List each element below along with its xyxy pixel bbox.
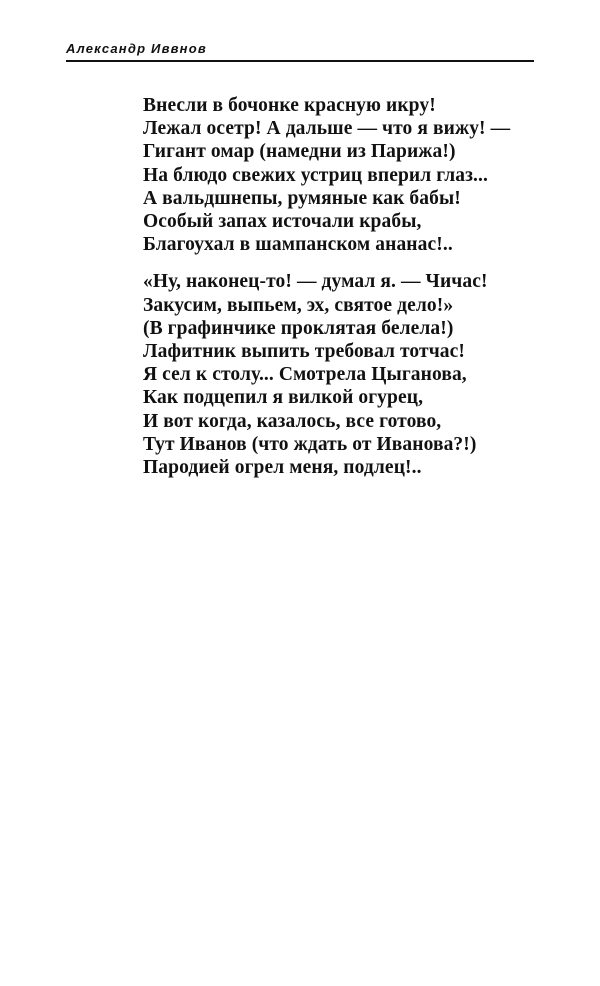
poem-line: Благоухал в шампанском ананас!.. bbox=[143, 234, 453, 256]
poem-line: Внесли в бочонке красную икру! bbox=[143, 95, 436, 116]
poem-line: Лафитник выпить требовал тотчас! bbox=[143, 341, 465, 363]
poem-line: Я сел к столу... Смотрела Цыганова, bbox=[143, 364, 467, 386]
poem-text bbox=[143, 94, 543, 493]
poem-line: Как подцепил я вилкой огурец, bbox=[143, 387, 424, 409]
running-header bbox=[66, 38, 534, 62]
poem-line: Особый запах источали крабы, bbox=[143, 211, 422, 233]
header-author: Александр Иввнов bbox=[66, 41, 207, 56]
poem-line: И вот когда, казалось, все готово, bbox=[143, 410, 442, 432]
poem-line: (В графинчике проклятая белела!) bbox=[143, 317, 454, 339]
stanza-2 bbox=[143, 270, 543, 479]
header-divider bbox=[66, 60, 534, 62]
poem-line: Пародией огрел меня, подлец!.. bbox=[143, 457, 422, 479]
poem-line: Закусим, выпьем, эх, святое дело!» bbox=[143, 294, 454, 316]
poem-line: На блюдо свежих устриц вперил глаз... bbox=[143, 164, 488, 186]
poem-line: А вальдшнепы, румяные как бабы! bbox=[143, 187, 461, 209]
poem-line: Гигант омар (намедни из Парижа!) bbox=[143, 141, 456, 163]
stanza-1 bbox=[143, 94, 543, 256]
poem-line: Лежал осетр! А дальше — что я вижу! — bbox=[143, 118, 511, 140]
poem-line: «Ну, наконец-то! — думал я. — Чичас! bbox=[143, 271, 488, 293]
poem-line: Тут Иванов (что ждать от Иванова?!) bbox=[143, 433, 477, 455]
